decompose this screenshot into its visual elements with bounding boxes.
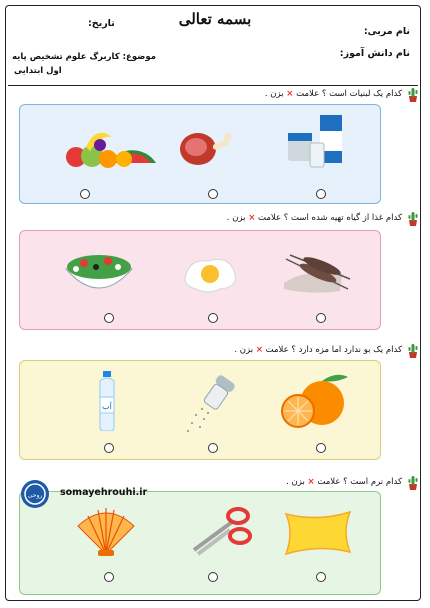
subject-label: موضوع: کاربرگ علوم تشخیص پایه (12, 52, 156, 62)
answer-radio-1a[interactable] (80, 189, 90, 199)
dairy-products-image (284, 113, 346, 171)
seashell-image (74, 506, 138, 558)
question-2-text: کدام غذا از گیاه تهیه شده است ؟ علامت (258, 213, 402, 223)
cactus-icon (406, 474, 420, 490)
answer-radio-1c[interactable] (316, 189, 326, 199)
scissors-image (184, 506, 254, 556)
answer-box-1 (19, 104, 381, 204)
answer-box-2 (19, 230, 381, 330)
grade-label: اول ابتدایی (14, 66, 62, 76)
answer-radio-3c[interactable] (316, 443, 326, 453)
brand-logo (20, 479, 50, 509)
question-4-tail: بزن . (286, 477, 305, 487)
question-1 (265, 89, 402, 99)
cross-mark-icon: × (286, 89, 294, 99)
question-3-tail: بزن . (234, 345, 254, 355)
fruits-image (64, 123, 158, 169)
meat-leg-image (178, 125, 234, 169)
cross-mark-icon: × (248, 213, 256, 223)
answer-radio-3a[interactable] (104, 443, 114, 453)
cactus-icon (406, 342, 420, 358)
cactus-icon (406, 210, 420, 226)
answer-radio-2b[interactable] (208, 313, 218, 323)
question-3 (234, 345, 402, 355)
answer-radio-2a[interactable] (104, 313, 114, 323)
watermark-site: somayehrouhi.ir (60, 487, 148, 498)
answer-radio-4b[interactable] (208, 572, 218, 582)
page-title: بسمه تعالی (178, 10, 252, 28)
answer-radio-4c[interactable] (316, 572, 326, 582)
water-bottle-image (94, 371, 120, 431)
question-2 (227, 213, 402, 223)
answer-radio-3b[interactable] (208, 443, 218, 453)
question-2-tail: بزن . (226, 213, 246, 223)
cross-mark-icon: × (255, 345, 263, 355)
date-label: تاریخ: (88, 18, 115, 29)
question-3-text: کدام یک بو ندارد اما مزه دارد ؟ علامت (265, 345, 402, 355)
question-4 (286, 477, 402, 487)
cross-mark-icon: × (307, 477, 315, 487)
answer-box-3 (19, 360, 381, 460)
salad-bowl-image (60, 245, 138, 297)
student-name-label: نام دانش آموز: (339, 48, 410, 59)
kebab-skewers-image (278, 249, 352, 297)
orange-fruit-image (276, 373, 350, 431)
bottle-label: آب (102, 402, 112, 411)
teacher-name-label: نام مربی: (363, 26, 410, 37)
question-1-text: کدام یک لبنیات است ؟ علامت (296, 89, 402, 99)
cactus-icon (406, 86, 420, 102)
answer-radio-2c[interactable] (316, 313, 326, 323)
pillow-image (282, 506, 354, 558)
header-divider (8, 85, 418, 86)
answer-box-4 (19, 491, 381, 595)
answer-radio-4a[interactable] (104, 572, 114, 582)
salt-shaker-image (180, 373, 240, 435)
answer-radio-1b[interactable] (208, 189, 218, 199)
question-4-text: کدام نرم است ؟ علامت (317, 477, 402, 487)
fried-egg-image (180, 255, 240, 293)
svg-text:روحی: روحی (27, 492, 43, 499)
question-1-tail: بزن . (264, 89, 284, 99)
